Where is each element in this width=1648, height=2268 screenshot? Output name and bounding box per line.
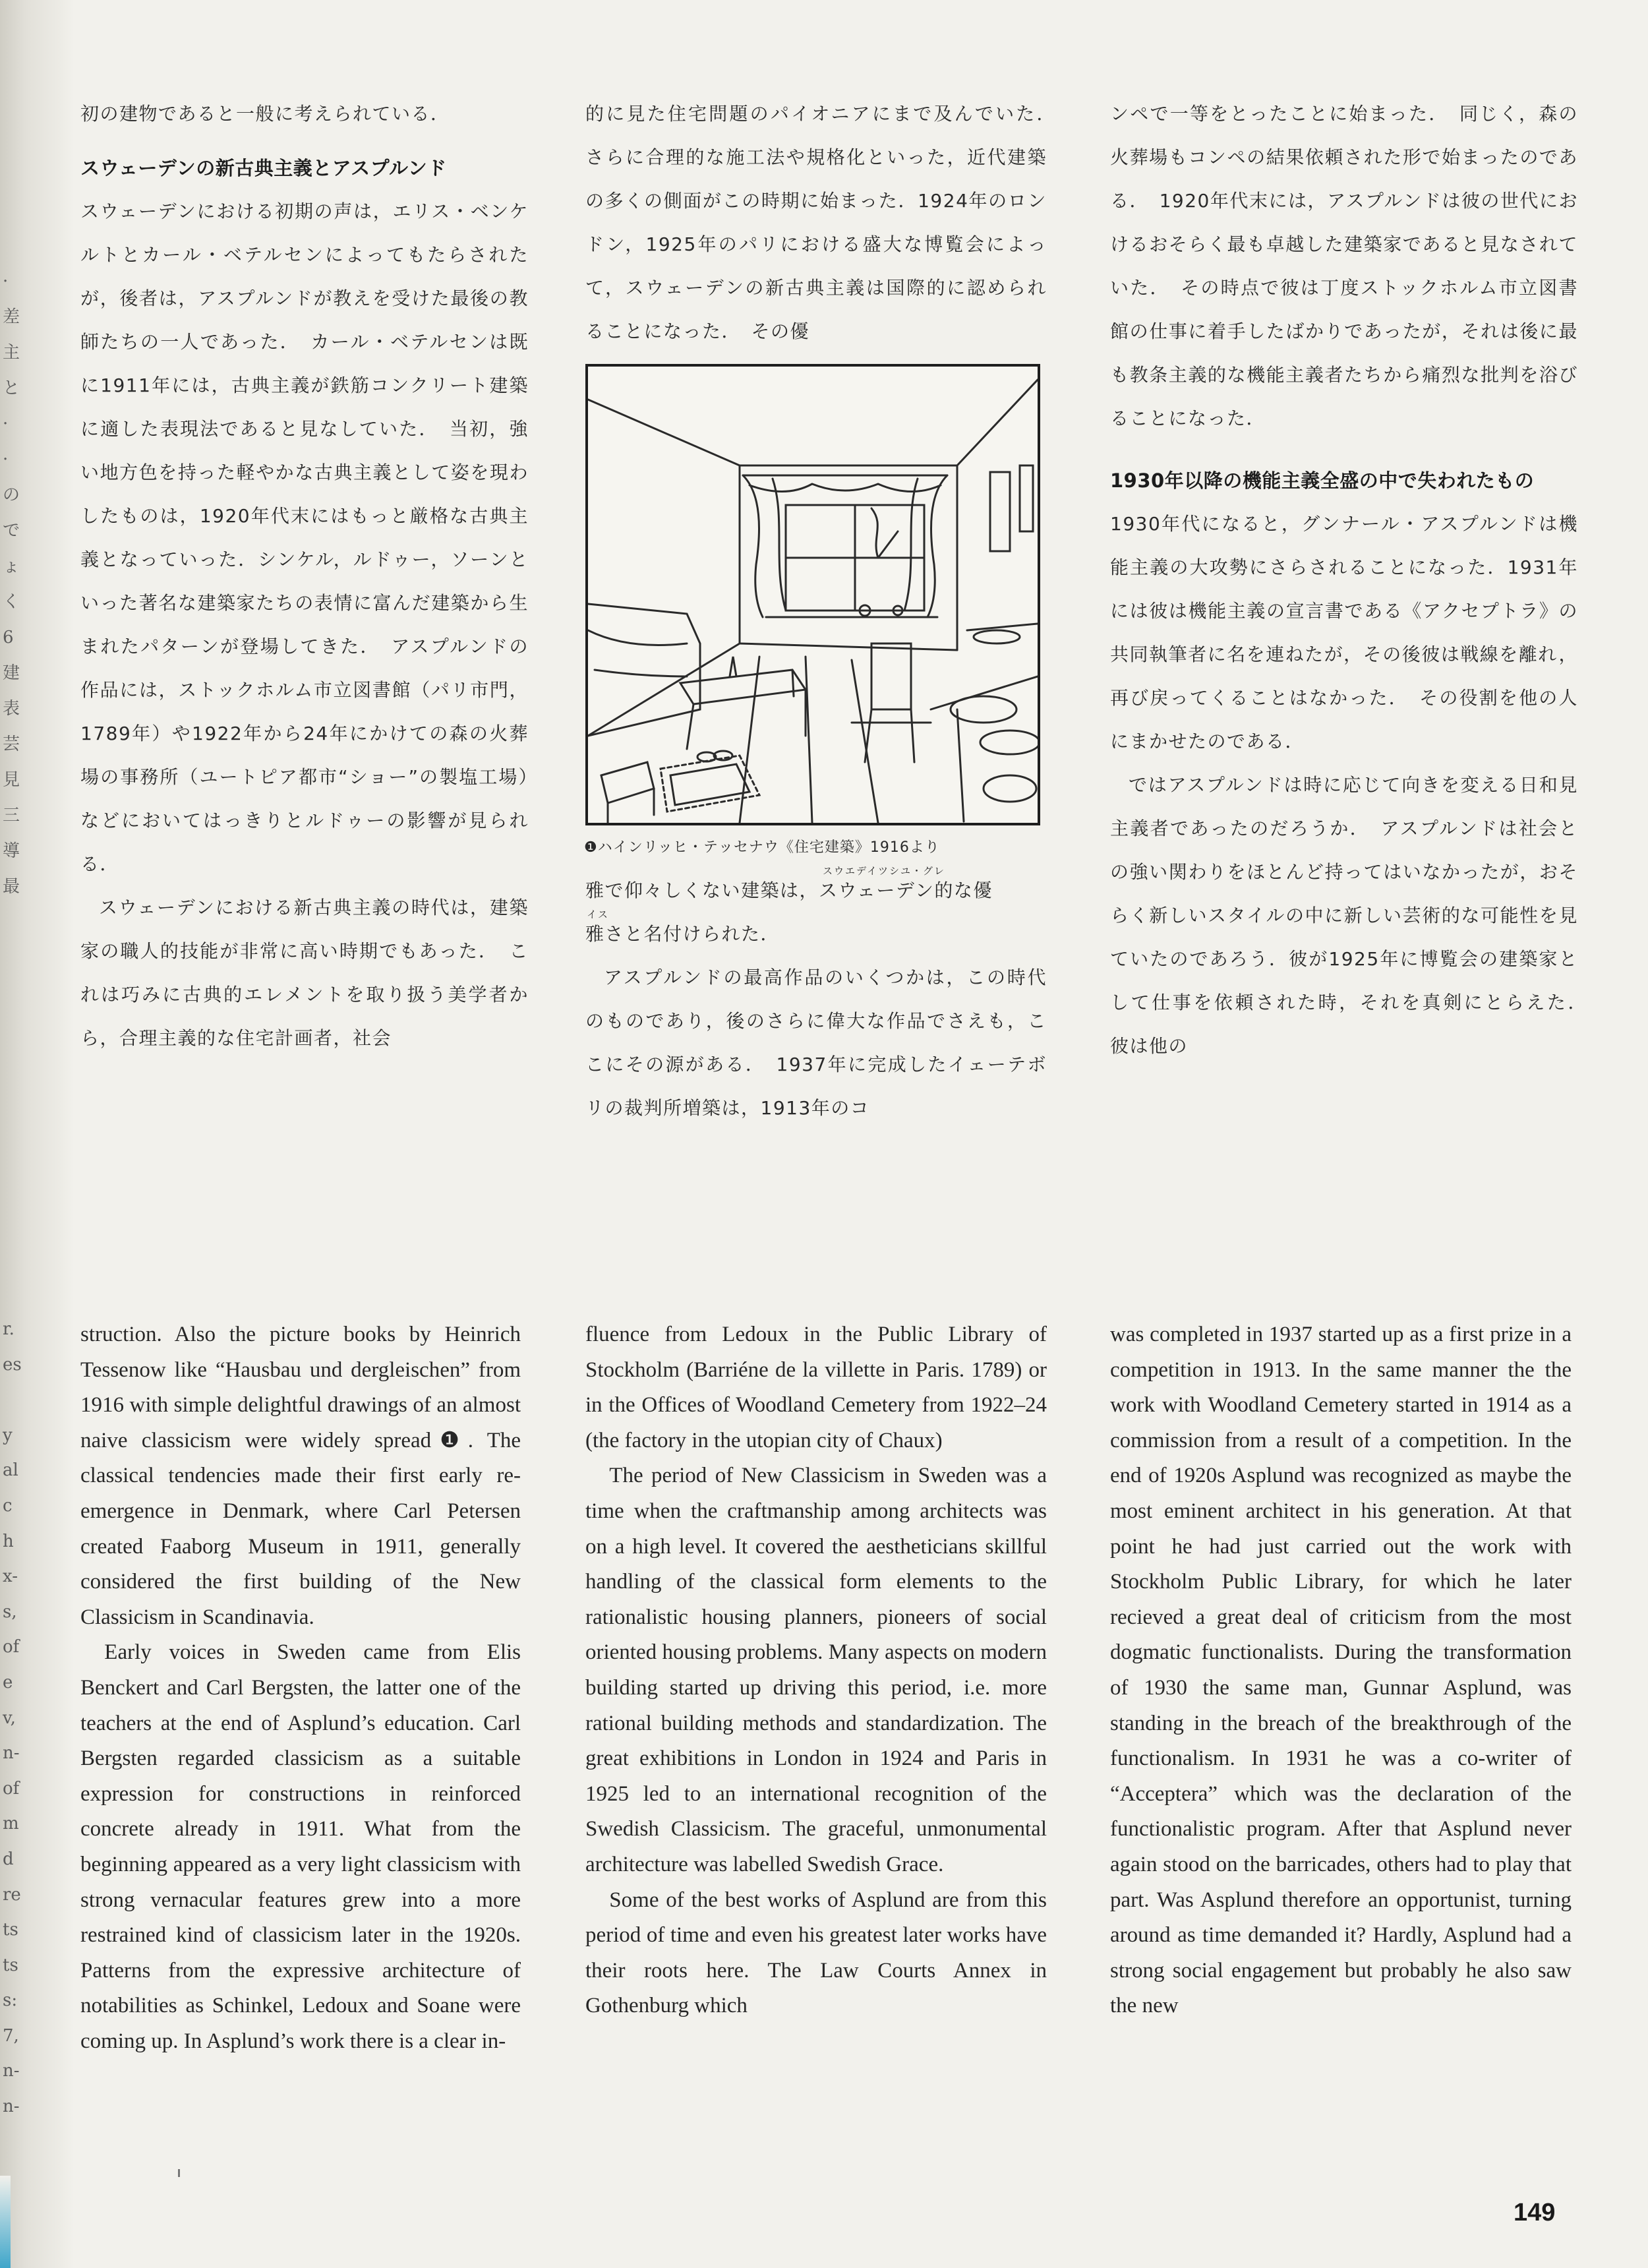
gutter-fragment: 見 <box>3 770 20 790</box>
en-paragraph: struction. Also the picture books by Heinrich Tessenow like “Hausbau und dergleischen” from 1916 with simple delightful drawings of an almost naive classicism were widely spread❶. The classical tendencies made their first early re-emergence in Denmark, where Carl Petersen created Faaborg Museum in 1911, generally considered the first building of the New Classicism in Scandinavia. <box>80 1323 521 1629</box>
jp-line-with-ruby <box>585 909 1047 956</box>
gutter-fragment: h <box>3 1531 14 1551</box>
gutter-fragment: 芸 <box>3 734 20 754</box>
jp-paragraph: 1930年代になると，グンナール・アスプルンドは機能主義の大攻勢にさらされることになった．1931年には彼は機能主義の宣言書である《アクセプトラ》の共同執筆者に名を連ねたが，その後彼は戦線を離れ，再び戻ってくることはなかった． その役割を他の人にまかせたのである． <box>1110 513 1578 752</box>
gutter-fragment: r. <box>3 1319 15 1339</box>
gutter-fragment: の <box>3 485 20 505</box>
page-edge-color <box>0 2176 11 2268</box>
gutter-fragment: ts <box>3 1920 18 1940</box>
gutter-fragment: く <box>3 592 20 612</box>
en-paragraph: was completed in 1937 started up as a first prize in a competition in 1913. In the same manner the the work with Woodland Cemetery started in 1914 as a commission from a result of a competition. In the end of 1920s Asplund was recognized as maybe the most eminent architect in his generation. At that point he had just carried out the work with Stockholm Public Library, for which he later recieved a great deal of criticism from the most dogmatic functionalists. During the transformation of 1930 the same man, Gunnar Asplund, was standing in the breach of the breakthrough of the functionalism. In 1931 he was a co-writer of “Acceptera” which was the declaration of the functionalistic program. After that Asplund never again stood on the barricades, others had to play that part. Was Asplund therefore an opportunist, turning around as time demanded it? Hardly, Asplund had a strong social engagement but probably he also saw the new <box>1110 1323 1572 2018</box>
gutter-fragment: re <box>3 1884 21 1905</box>
en-column-2 <box>585 1317 1047 2024</box>
gutter-fragment: e <box>3 1672 13 1692</box>
gutter-fragment: s: <box>3 1990 18 2011</box>
page-gutter <box>0 0 74 2268</box>
en-column-1 <box>80 1317 521 2059</box>
jp-paragraph: スウェーデンにおける初期の声は，エリス・ベンケルトとカール・ベテルセンによってもたらされたが，後者は，アスプルンドが教えを受けた最後の教師たちの一人であった． カール・ベテルセンは既に1911年には，古典主義が鉄筋コンクリート建築に適した表現法であると見なしていた． 当初，強い地方色を持った軽やかな古典主義として姿を現わしたものは，1920年代末にはもっと厳格な古典主義となっていった．シンケル，ルドゥー，ソーンといった著名な建築家たちの表情に富んだ建築から生まれたパターンが登場してきた． アスプルンドの作品には，ストックホルム市立図書館（パリ市門，1789年）や1922年から24年にかけての森の火葬場の事務所（ユートピア都市“ショー”の製塩工場）などにおいてはっきりとルドゥーの影響が見られる． <box>80 200 529 875</box>
jp-paragraph: ではアスプルンドは時に応じて向きを変える日和見主義者であったのだろうか． アスプルンドは社会との強い関わりをほとんど持ってはいなかったが，おそらく新しいスタイルの中に新しい芸術的な可能性を見ていたのであろう．彼が1925年に博覧会の建築家として仕事を依頼された時，それを真剣にとらえた． 彼は他の <box>1110 774 1598 1057</box>
gutter-fragment: · <box>3 450 9 469</box>
en-paragraph: Early voices in Sweden came from Elis Benckert and Carl Bergsten, the latter one of the teachers at the end of Asplund’s education. Carl Bergsten regarded classicism as a suitable expression for constructions in reinforced concrete already in 1911. What from the beginning appeared as a very light classicism with strong vernacular features grew into a more restrained kind of classicism later in the 1920s. Patterns from the expressive architecture of notabilities as Schinkel, Ledoux and Soane were coming up. In Asplund’s work there is a clear in- <box>80 1640 521 2053</box>
jp-lead-line: 初の建物であると一般に考えられている． <box>80 103 450 125</box>
gutter-fragment: · <box>3 414 9 434</box>
gutter-fragment: s, <box>3 1601 17 1622</box>
gutter-fragment: al <box>3 1460 18 1481</box>
gutter-fragment: of <box>3 1778 20 1799</box>
jp-section-heading-functionalism: 1930年以降の機能主義全盛の中で失われたもの <box>1110 469 1535 492</box>
gutter-fragment: で <box>3 521 20 541</box>
gutter-fragment: 三 <box>3 806 20 825</box>
gutter-fragment: 7, <box>3 2025 19 2046</box>
jp-section-heading-neoclassicism: スウェーデンの新古典主義とアスプルンド <box>80 157 447 179</box>
gutter-fragment: · <box>3 272 9 291</box>
gutter-fragment: n- <box>3 1743 20 1764</box>
gutter-fragment: v, <box>3 1708 16 1728</box>
gutter-fragment: d <box>3 1849 14 1869</box>
en-column-3 <box>1110 1317 1572 2024</box>
jp-column-2-bottom <box>585 865 1047 1130</box>
en-paragraph: fluence from Ledoux in the Public Library of Stockholm (Barriéne de la villette in Paris. 1789) or in the Offices of Woodland Cemetery from 1922–24 (the factory in the utopian city of Chaux) <box>585 1323 1047 1452</box>
gutter-japanese-fragments <box>3 264 29 905</box>
gutter-fragment: of <box>3 1637 20 1657</box>
gutter-fragment: c <box>3 1495 13 1516</box>
jp-text-fragment: スウェーデン的な <box>819 880 974 901</box>
page-number: 149 <box>1514 2199 1556 2226</box>
jp-text-fragment: 優 <box>973 880 993 901</box>
ruby-text-grace: イス <box>587 909 609 920</box>
gutter-fragment: ょ <box>3 556 20 576</box>
gutter-fragment: y <box>3 1425 13 1445</box>
gutter-fragment: n- <box>3 2097 20 2117</box>
jp-column-2-top <box>585 92 1067 353</box>
gutter-fragment: 建 <box>3 663 20 683</box>
jp-text-fragment: 雅さと名付けられた． <box>585 923 780 945</box>
gutter-fragment: n- <box>3 2061 20 2081</box>
en-paragraph: Some of the best works of Asplund are from this period of time and even his greatest later works have their roots here. The Law Courts Annex in Gothenburg which <box>585 1888 1047 2018</box>
jp-paragraph: アスプルンドの最高作品のいくつかは，この時代のものであり，後のさらに偉大な作品でさえも，ここにその源がある． 1937年に完成したイェーテボリの裁判所増築は，1913年のコ <box>585 967 1047 1119</box>
gutter-fragment: 主 <box>3 343 20 363</box>
gutter-fragment <box>3 1383 29 1418</box>
gutter-fragment: 表 <box>3 699 20 719</box>
en-paragraph: The period of New Classicism in Sweden was a time when the craftmanship among architects was on a high level. It covered the aestheticians skillful handling of the classical form elements to the rationalistic housing planners, pioneers of social oriented housing problems. Many aspects on modern building started up driving this period, i.e. more rational building methods and standardization. The great exhibitions in London in 1924 and Paris in 1925 led to an international recognition of the Swedish Classicism. The graceful, unmonumental architecture was labelled Swedish Grace. <box>585 1464 1047 1876</box>
gutter-fragment: 差 <box>3 307 20 327</box>
jp-column-3 <box>1110 92 1598 1068</box>
gutter-fragment: m <box>3 1814 19 1834</box>
figure-caption: ❶ハインリッヒ・テッセナウ《住宅建築》1916より <box>584 839 940 856</box>
gutter-fragment: x- <box>3 1567 18 1587</box>
jp-text-fragment: 雅で仰々しくない建築は， <box>585 880 819 901</box>
jp-paragraph: スウェーデンにおける新古典主義の時代は，建築家の職人的技能が非常に高い時期でもあった． これは巧みに古典的エレメントを取り扱う美学者から，合理主義的な住宅計画者，社会 <box>80 897 529 1049</box>
gutter-english-fragments <box>3 1312 29 2125</box>
gutter-fragment: と <box>3 378 20 398</box>
gutter-fragment: ts <box>3 1955 18 1975</box>
jp-line-with-ruby <box>585 865 1047 912</box>
gutter-fragment: 6 <box>3 628 14 647</box>
gutter-fragment: es <box>3 1354 22 1375</box>
jp-paragraph: 的に見た住宅問題のパイオニアにまで及んでいた． さらに合理的な施工法や規格化といった，近代建築の多くの側面がこの時期に始まった．1924年のロンドン，1925年のパリにおける盛大な博覧会によって，スウェーデンの新古典主義は国際的に認められることになった． その優 <box>585 103 1067 342</box>
print-mark <box>178 2169 180 2177</box>
gutter-fragment: 導 <box>3 841 20 861</box>
interior-room-illustration <box>588 367 1038 823</box>
jp-column-1 <box>80 92 529 1060</box>
gutter-fragment: 最 <box>3 877 20 897</box>
jp-paragraph: ンペで一等をとったことに始まった． 同じく，森の火葬場もコンペの結果依頼された形で始まったのである． 1920年代末には，アスプルンドは彼の世代におけるおそらく最も卓越した建築家であると見なされていた． その時点で彼は丁度ストックホルム市立図書館の仕事に着手したばかりであったが，それは後に最も教条主義的な機能主義者たちから痛烈な批判を浴びることになった． <box>1110 103 1578 429</box>
ruby-text-swedish: スウエデイツシユ・グレ <box>823 865 945 877</box>
figure-tessenow-interior-drawing <box>585 364 1040 825</box>
